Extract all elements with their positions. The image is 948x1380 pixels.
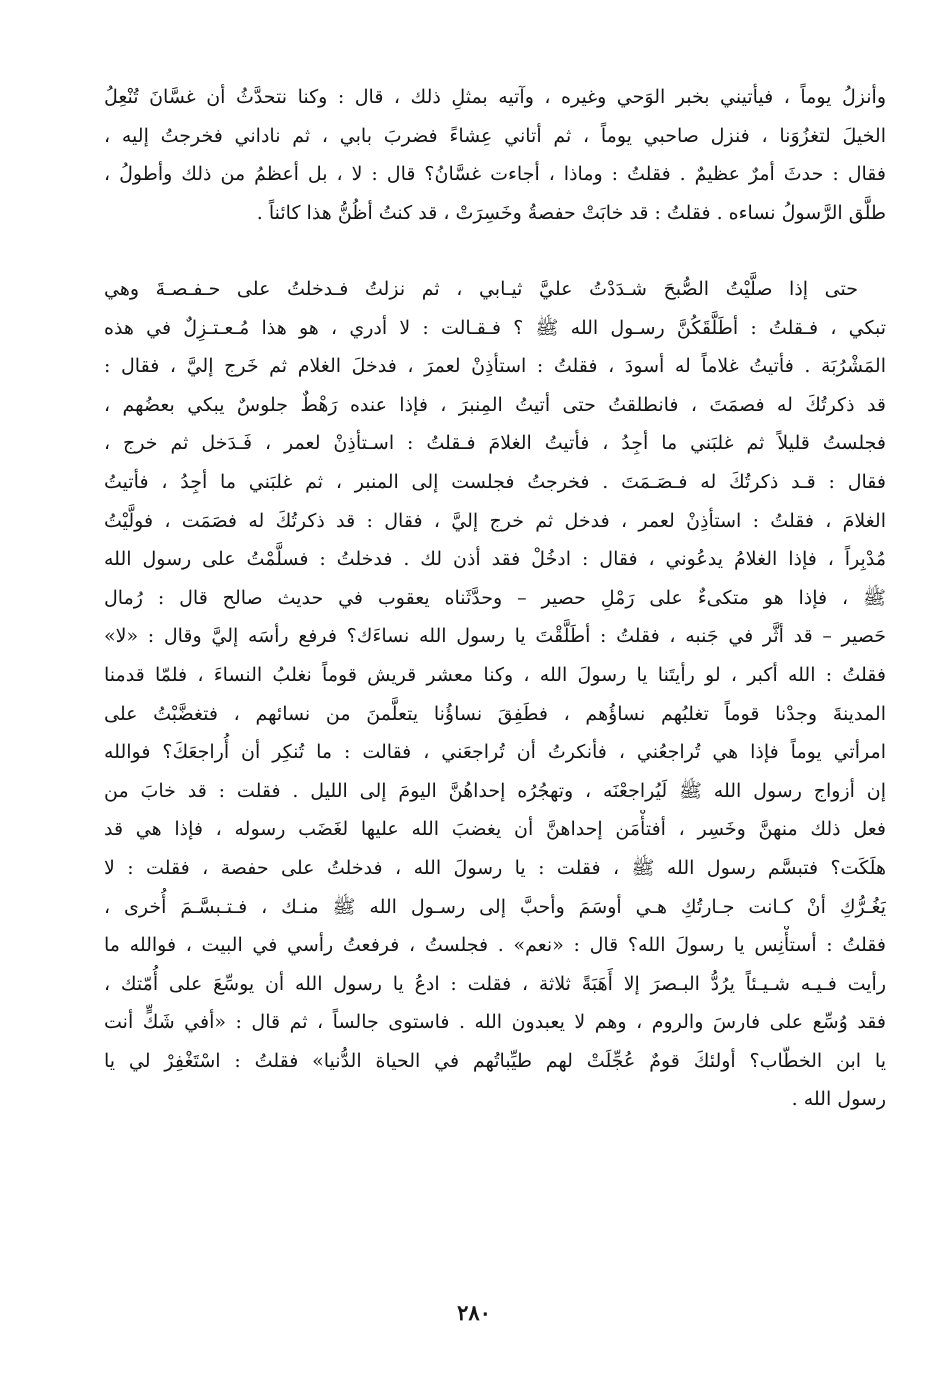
text-line: إن أزواج رسول الله ﷺ لَيُراجعْنَه ، وتهجُرُه إحداهُنَّ اليومَ إلى الليل . فقلت : قد خابَ من xyxy=(104,779,886,802)
text-line: ﷺ ، فإذا هو متكىءٌ على رَمْلِ حصير – وحدَّثَناه يعقوب في حديث صالح قال : رُمال xyxy=(104,586,886,609)
text-line: حتى إذا صلَّيْتُ الصُّبحَ شـدَدْتُ عليَّ ثيـابي ، ثم نزلتُ فـدخلتُ على حـفـصـةَ وهي xyxy=(104,278,858,300)
text-line: فقلتُ : الله أكبر ، لو رأيتَنا يا رسولَ الله ، وكنا معشر قريش قوماً نغلبُ النساءَ ، فلمّا قدمنا xyxy=(104,663,886,686)
paragraph-1 xyxy=(104,78,886,232)
text-line: امرأتي يوماً فإذا هي تُراجعُني ، فأنكرتُ أن تُراجعَني ، فقالت : ما تُنكِر أن أُراجعَكَ؟ فوالله xyxy=(104,741,886,764)
text-line: فقال : قـد ذكرتُكَ له فـصَـمَتَ . فخرجتُ فجلست إلى المنبر ، ثم غلبَني ما أجِدُ ، فأتيتُ xyxy=(104,470,886,493)
page-number: ٢٨٠ xyxy=(457,1300,491,1325)
text-line: فعل ذلك منهنَّ وخَسِر ، أفتأْمَن إحداهنَّ أن يغضبَ الله عليها لغَضَب رسوله ، فإذا هي قد xyxy=(104,818,886,841)
text-line: المَشْرُبَة . فأتيتُ غلاماً له أسودَ ، فقلتُ : استأذِنْ لعمرَ ، فدخلَ الغلام ثم خَرج إليَّ ، فقال : xyxy=(104,355,886,378)
text-line: وأنزلُ يوماً ، فيأتيني بخبر الوَحي وغيره ، وآتيه بمثلِ ذلك ، قال : وكنا نتحدَّثُ أن غسَّانَ تُنْعِلُ xyxy=(104,86,886,108)
text-line: الخيلَ لتغزُوَنا ، فنزل صاحبي يوماً ، ثم أتاني عِشاءً فضربَ بابي ، ثم ناداني فخرجتُ إليه ، xyxy=(104,124,886,147)
text-line: رأيت فـيـه شـيـئاً يرُدُّ البـصرَ إلا أَهَبَةً ثلاثة ، فقلت : ادعُ يا رسول الله أن يوسِّعَ على أُمّتك ، xyxy=(104,972,886,995)
text-line: فقد وُسِّع على فارسَ والروم ، وهم لا يعبدون الله . فاستوى جالساً ، ثم قال : «أفي شَكٍّ أنت xyxy=(104,1011,886,1034)
text-line: المدينةَ وجدْنا قوماً تغلبُهم نساؤُهم ، فطَفِقَ نساؤُنا يتعلَّمنَ من نسائهم ، فتغضَّبْتُ على xyxy=(104,702,886,725)
text-line: فجلستُ قليلاً ثم غلبَني ما أجِدُ ، فأتيتُ الغلامَ فـقلتُ : اسـتأذِنْ لعمر ، فَـدَخل ثم خرج ، xyxy=(104,432,886,455)
text-line: قد ذكرتُكَ له فصمَتَ ، فانطلقتُ حتى أتيتُ المِنبرَ ، فإذا عنده رَهْطٌ جلوسٌ يبكي بعضُهم ، xyxy=(104,393,886,416)
text-line: يَغُـرُّكِ أنْ كـانت جـارتُكِ هـي أوسَمَ وأحبَّ إلى رسـول الله ﷺ منـك ، فـتـبسَّـمَ أُخرى ، xyxy=(104,895,886,918)
text-line: الغلامَ ، فقلتُ : استأذِنْ لعمر ، فدخل ثم خرج إليَّ ، فقال : قد ذكرتُكَ له فصَمَت ، فولَّيْتُ xyxy=(104,509,886,532)
paragraph-2 xyxy=(104,270,886,1119)
text-line: فقال : حدثَ أمرٌ عظيمٌ . فقلتُ : وماذا ، أجاءت غسَّانُ؟ قال : لا ، بل أعظمُ من ذلك وأطولُ ، xyxy=(104,163,886,186)
text-line: تبكي ، فـقلتُ : أطَلَّقَكُنَّ رسـول الله ﷺ ؟ فـقـالت : لا أدري ، هو هذا مُـعـتـزِلٌ في هذه xyxy=(104,316,886,339)
text-line: رسول الله . xyxy=(791,1088,886,1111)
text-line: هلَكَت؟ فتبسَّم رسول الله ﷺ ، فقلت : يا رسولَ الله ، فدخلتُ على حفصة ، فقلت : لا xyxy=(104,856,886,879)
text-line: فقلتُ : أستأْنِس يا رسولَ الله؟ قال : «نعم» . فجلستُ ، فرفعتُ رأسي في البيت ، فوالله ما xyxy=(104,934,886,957)
text-line: مُدْبِراً ، فإذا الغلامُ يدعُوني ، فقال : ادخُلْ فقد أذن لك . فدخلتُ : فسلَّمْتُ على رسول الله xyxy=(104,548,886,571)
text-line: طلَّق الرَّسولُ نساءه . فقلتُ : قد خابَتْ حفصةُ وخَسِرَتْ ، قد كنتُ أظُنُّ هذا كائناً . xyxy=(256,201,886,224)
text-line: يا ابن الخطّاب؟ أولئكَ قومٌ عُجِّلَتْ لهم طيِّباتُهم في الحياة الدُّنيا» فقلتُ : اسْتَغْفِرْ لي يا xyxy=(104,1049,886,1072)
text-line: حَصير – قد أثَّر في جَنبه ، فقلتُ : أطَلَّقْتَ يا رسول الله نساءَك؟ فرفع رأسَه إليَّ وقال : «لا» xyxy=(104,625,886,648)
